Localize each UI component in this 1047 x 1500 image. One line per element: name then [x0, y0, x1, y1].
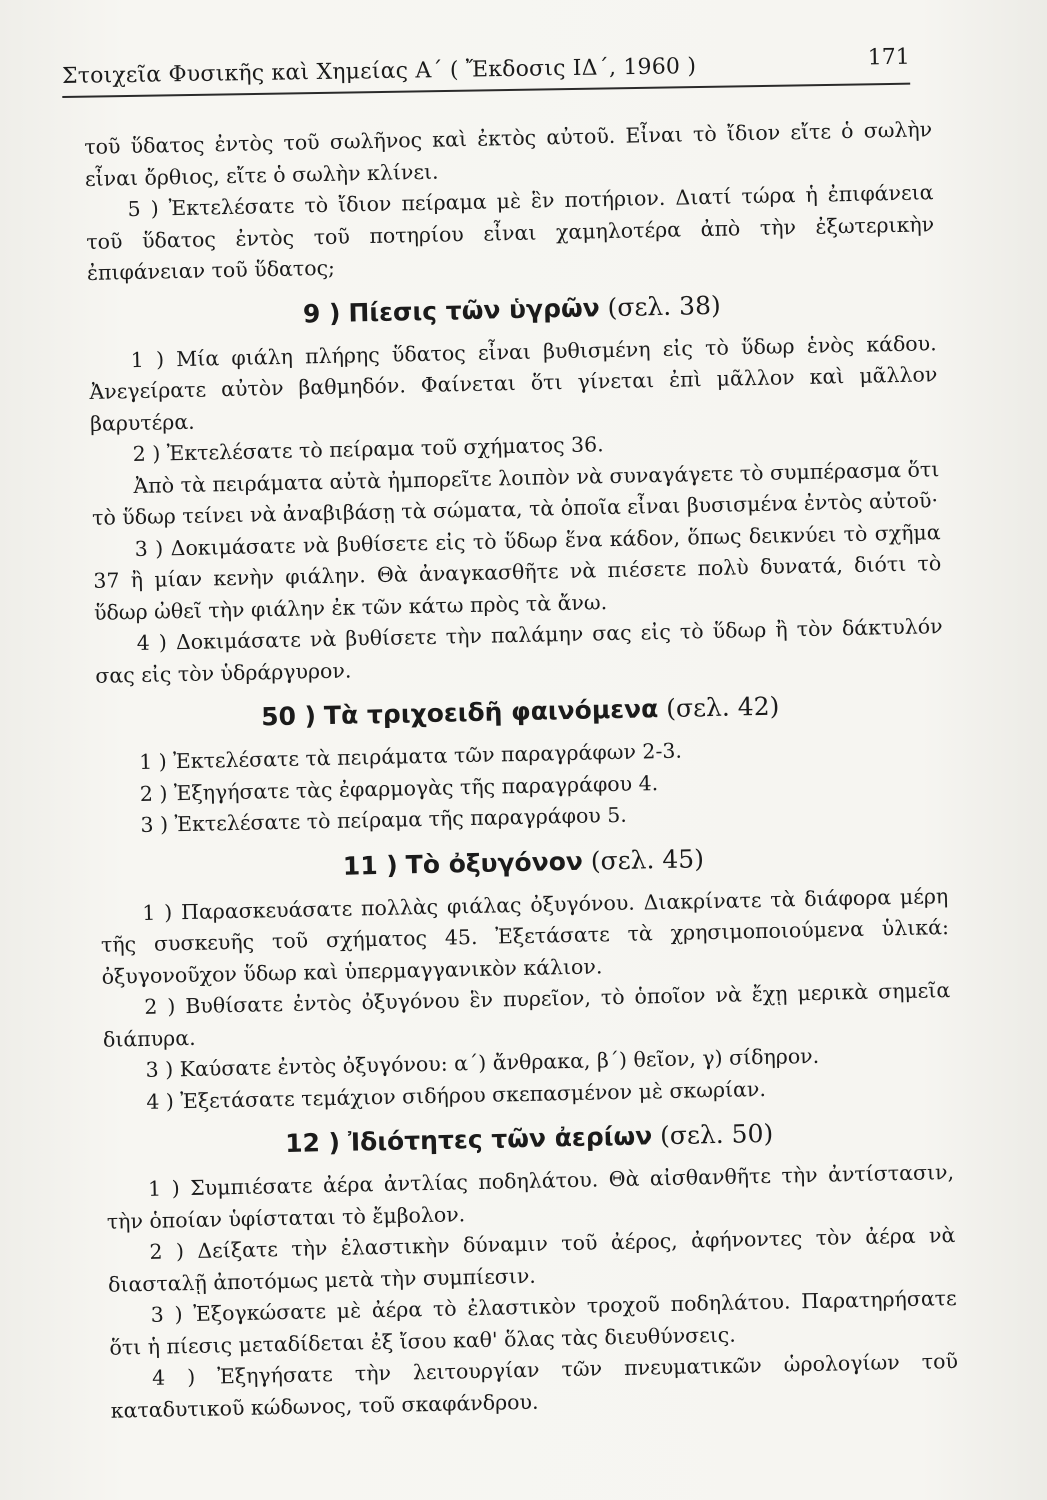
- section-heading: [105, 1111, 954, 1167]
- page-number: 171: [867, 44, 910, 71]
- intro-paragraph: 5 ) Ἐκτελέσατε τὸ ἴδιον πείραμα μὲ ἓν ποτήριον. Διατί τώρα ἡ ἐπιφάνεια τοῦ ὕδατος ἐντὸς τοῦ ποτηρίου εἶναι χαμηλοτέρα ἀπὸ τὴν ἐξωτερικὴν ἐπιφάνειαν τοῦ ὕδατος;: [86, 180, 935, 285]
- section-heading: [88, 282, 937, 338]
- exercise-paragraph: 2 ) Δείξατε τὴν ἐλαστικὴν δύναμιν τοῦ ἀέρος, ἀφήνοντες τὸν ἀέρα νὰ διασταλῇ ἀποτόμως μετὰ τὴν συμπίεσιν.: [107, 1222, 956, 1297]
- section-title: Τὸ ὀξυγόνον: [405, 846, 584, 879]
- exercise-paragraph: 2 ) Ἐξηγήσατε τὰς ἐφαρμογὰς τῆς παραγράφου 4.: [139, 770, 659, 806]
- exercise-paragraph: 3 ) Καύσατε ἐντὸς ὀξυγόνου: α΄) ἄνθρακα, β΄) θεῖον, γ) σίδηρον.: [145, 1043, 820, 1082]
- section-title: Τὰ τριχοειδῆ φαινόμενα: [323, 694, 659, 731]
- exercise-paragraph: 2 ) Βυθίσατε ἐντὸς ὀξυγόνου ἓν πυρεῖον, τὸ ὁποῖον νὰ ἔχῃ μερικὰ σημεῖα διάπυρα.: [102, 978, 951, 1052]
- running-head: Στοιχεῖα Φυσικῆς καὶ Χημείας Α΄ ( Ἔκδοσις ΙΔ΄, 1960 ): [61, 54, 697, 89]
- exercise-paragraph: 3 ) Ἐξογκώσατε μὲ ἀέρα τὸ ἐλαστικὸν τροχοῦ ποδηλάτου. Παρατηρήσατε ὅτι ἡ πίεσις μεταδίδεται ἐξ ἴσου καθ' ὅλας τὰς διευθύνσεις.: [109, 1285, 957, 1360]
- exercise-paragraph: 1 ) Μία φιάλη πλήρης ὕδατος εἶναι βυθισμένη εἰς τὸ ὕδωρ ἑνὸς κάδου. Ἀνεγείρατε αὐτὸν βαθμηδόν. Φαίνεται ὅτι γίνεται ἐπὶ μᾶλλον καὶ μᾶλλον βαρυτέρα.: [89, 330, 938, 436]
- section-title: Ἰδιότητες τῶν ἀερίων: [347, 1121, 653, 1157]
- section-number: 9 ): [302, 298, 341, 328]
- section-title: Πίεσις τῶν ὑγρῶν: [348, 292, 600, 327]
- section-number: 11 ): [342, 850, 399, 881]
- section-page-ref: (σελ. 42): [665, 691, 780, 723]
- page-body: [84, 114, 959, 1426]
- exercise-paragraph: 3 ) Ἐκτελέσατε τὸ πείραμα τῆς παραγράφου 5.: [140, 802, 628, 837]
- section-number: 50 ): [260, 701, 317, 732]
- section-number: 12 ): [284, 1127, 341, 1159]
- exercise-paragraph: 1 ) Ἐκτελέσατε τὰ πειράματα τῶν παραγράφων 2-3.: [138, 738, 683, 774]
- section-heading: [96, 684, 945, 740]
- exercise-paragraph: 2 ) Ἐκτελέσατε τὸ πείραμα τοῦ σχήματος 36.: [132, 432, 604, 467]
- section-page-ref: (σελ. 38): [607, 290, 721, 322]
- exercise-paragraph: 1 ) Συμπιέσατε ἀέρα ἀντλίας ποδηλάτου. Θὰ αἰσθανθῆτε τὴν ἀντίστασιν, τὴν ὁποίαν ὑφίσταται τὸ ἔμβολον.: [106, 1160, 955, 1234]
- exercise-paragraph: 1 ) Παρασκευάσατε πολλὰς φιάλας ὀξυγόνου. Διακρίνατε τὰ διάφορα μέρη τῆς συσκευῆς τοῦ σχήματος 45. Ἐξετάσατε τὰ χρησιμοποιούμενα ὑλικά: ὀξυγονοῦχον ὕδωρ καὶ ὑπερμαγγανικὸν κάλιον.: [100, 883, 950, 989]
- section-page-ref: (σελ. 50): [659, 1118, 774, 1151]
- exercise-paragraph: 4 ) Δοκιμάσατε νὰ βυθίσετε τὴν παλάμην σας εἰς τὸ ὕδωρ ἢ τὸν δάκτυλόν σας εἰς τὸν ὑδράργυρον.: [95, 614, 943, 688]
- exercise-paragraph: Ἀπὸ τὰ πειράματα αὐτὰ ἠμπορεῖτε λοιπὸν νὰ συναγάγετε τὸ συμπέρασμα ὅτι τὸ ὕδωρ τείνει νὰ ἀναβιβάσῃ τὰ σώματα, τὰ ὁποῖα εἶναι βυσισμένα ἐντὸς αὐτοῦ·: [91, 456, 940, 530]
- exercise-paragraph: 3 ) Δοκιμάσατε νὰ βυθίσετε εἰς τὸ ὕδωρ ἕνα κάδον, ὅπως δεικνύει τὸ σχῆμα 37 ἢ μίαν κενὴν φιάλην. Θὰ ἀναγκασθῆτε νὰ πιέσετε πολὺ δυνατά, διότι τὸ ὕδωρ ὠθεῖ τὴν φιάλην ἐκ τῶν κάτω πρὸς τὰ ἄνω.: [93, 519, 942, 625]
- exercise-paragraph: 4 ) Ἐξηγήσατε τὴν λειτουργίαν τῶν πνευματικῶν ὡρολογίων τοῦ καταδυτικοῦ κώδωνος, τοῦ σκαφάνδρου.: [110, 1348, 959, 1423]
- section-heading: [99, 835, 948, 891]
- page-header: [62, 45, 911, 98]
- intro-paragraph: τοῦ ὕδατος ἐντὸς τοῦ σωλῆνος καὶ ἐκτὸς αὐτοῦ. Εἶναι τὸ ἴδιον εἴτε ὁ σωλὴν εἶναι ὄρθιος, εἴτε ὁ σωλὴν κλίνει.: [84, 117, 933, 191]
- section-page-ref: (σελ. 45): [590, 843, 705, 876]
- exercise-paragraph: 4 ) Ἐξετάσατε τεμάχιον σιδήρου σκεπασμένον μὲ σκωρίαν.: [146, 1076, 767, 1114]
